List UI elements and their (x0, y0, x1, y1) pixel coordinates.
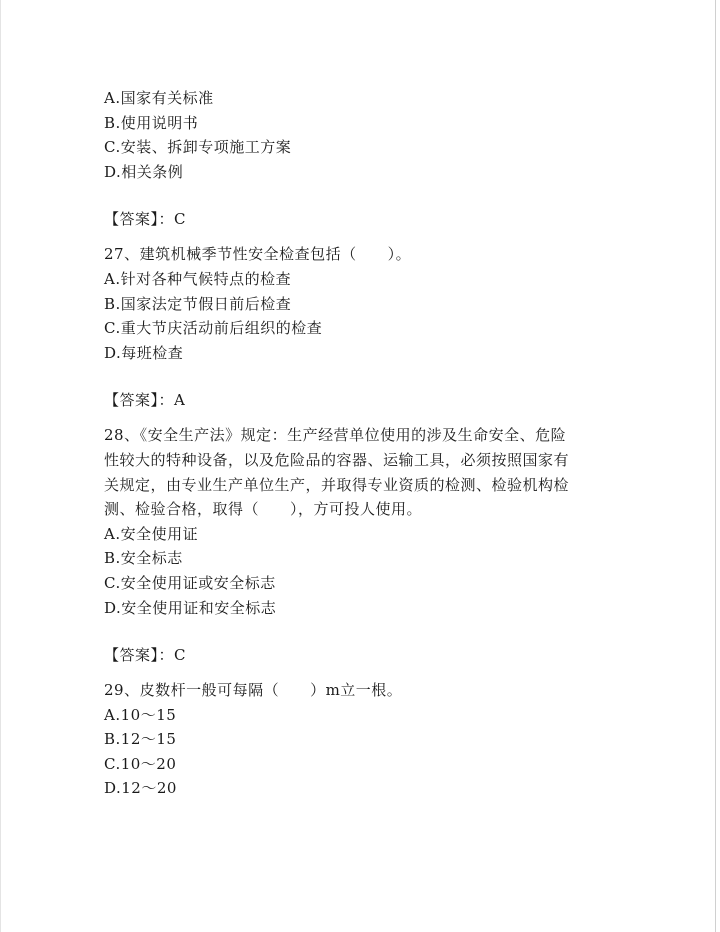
option-b: B.使用说明书 (104, 113, 199, 132)
option-c: C.重大节庆活动前后组织的检查 (104, 319, 323, 338)
option-b: B.12～15 (104, 730, 177, 749)
option-d: D.12～20 (104, 779, 177, 798)
option-c: C.10～20 (104, 754, 177, 773)
option-d: D.每班检查 (104, 343, 184, 362)
option-c: C.安装、拆卸专项施工方案 (104, 138, 292, 157)
option-a: A.国家有关标准 (104, 89, 214, 107)
page-left-edge (0, 0, 1, 932)
option-b: B.安全标志 (104, 549, 183, 568)
option-c: C.安全使用证或安全标志 (104, 573, 276, 592)
document-body (104, 86, 624, 801)
question-28-text-line-1: 28、《安全生产法》规定：生产经营单位使用的涉及生命安全、危险 (104, 426, 567, 445)
option-d: D.相关条例 (104, 162, 184, 181)
option-a: A.10～15 (104, 705, 177, 724)
option-a: A.安全使用证 (104, 524, 199, 543)
option-a: A.针对各种气候特点的检查 (104, 269, 292, 288)
question-29 (104, 678, 624, 801)
question-27 (104, 242, 624, 365)
question-28-text-line-3: 关规定，由专业生产单位生产，并取得专业资质的检测、检验机构检 (104, 475, 570, 494)
page-right-edge (715, 0, 716, 932)
answer-27: 【答案】：A (104, 391, 186, 410)
question-29-text: 29、皮数杆一般可每隔（ ）m立一根。 (104, 681, 403, 700)
question-26-options (104, 86, 624, 184)
option-b: B.国家法定节假日前后检查 (104, 294, 292, 313)
option-d: D.安全使用证和安全标志 (104, 598, 277, 617)
answer-26: 【答案】：C (104, 210, 186, 229)
question-28 (104, 423, 624, 620)
question-28-text-line-4: 测、检验合格，取得（ ），方可投人使用。 (104, 500, 423, 519)
question-27-text: 27、建筑机械季节性安全检查包括（ ）。 (104, 245, 412, 264)
question-28-text-line-2: 性较大的特种设备，以及危险品的容器、运输工具，必须按照国家有 (104, 450, 570, 469)
answer-28: 【答案】：C (104, 646, 186, 665)
